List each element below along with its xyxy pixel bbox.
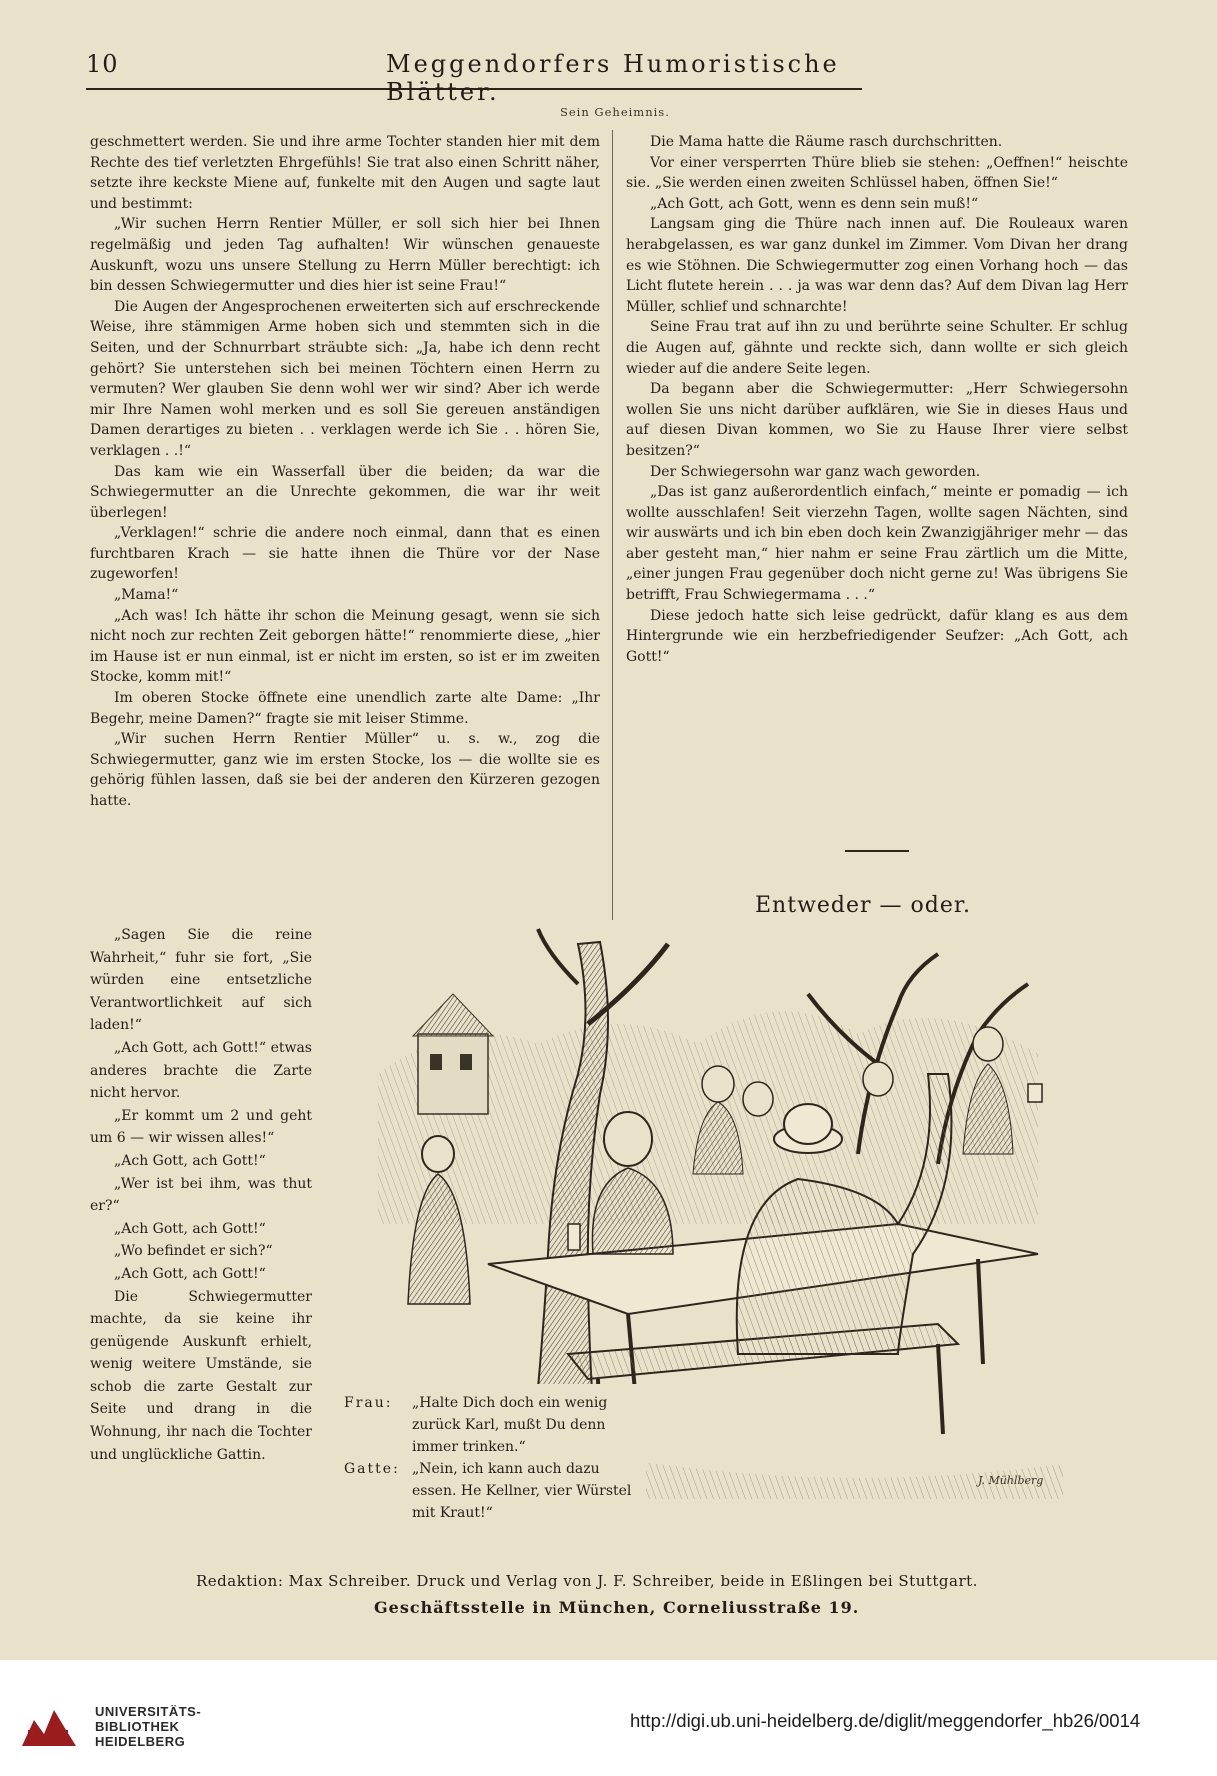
- paragraph: geschmettert werden. Sie und ihre arme Tochter standen hier mit dem Rechte des tief verletzten Ehrgefühls! Sie trat also einen Schritt näher, setzte ihre keckste Miene auf, funkelte mit den Augen und sagte laut und bestimmt:: [90, 134, 600, 212]
- paragraph: „Ach was! Ich hätte ihr schon die Meinung gesagt, wenn sie sich nicht noch zur rechten Zeit geborgen hätte!“ renommierte diese, „hier im Hause ist er nun einmal, ist er nicht im ersten, so ist er im zweiten Stocke, komm mit!“: [90, 607, 600, 686]
- paragraph: „Wir suchen Herrn Rentier Müller, er soll sich hier bei Ihnen regelmäßig und jeden Tag aufhalten! Wir wünschen genaueste Auskunft, wozu uns unsere Stellung zu Herrn Müller berechtigt: ich bin dessen Schwiegermutter und dies hier ist seine Frau!“: [90, 216, 600, 295]
- paragraph: Im oberen Stocke öffnete eine unendlich zarte alte Dame: „Ihr Begehr, meine Damen?“ fragte sie mit leiser Stimme.: [90, 690, 600, 727]
- paragraph: Da begann aber die Schwiegermutter: „Herr Schwiegersohn wollen Sie uns nicht darüber aufklären, wie Sie in dieses Haus und auf diesen Divan kommen, wo Sie zu Hause Ihrer viere selbst besitzen?“: [626, 381, 1128, 459]
- paragraph: „Mama!“: [114, 587, 179, 604]
- right-column: [626, 132, 1128, 667]
- caption-line-husband: [344, 1458, 640, 1524]
- page-header: [86, 50, 862, 106]
- paragraph: „Wo befindet er sich?“: [114, 1243, 273, 1260]
- library-name-line: UNIVERSITÄTS-: [95, 1704, 202, 1719]
- university-library-logo-icon[interactable]: [14, 1700, 84, 1754]
- left-column-narrow: [90, 924, 312, 1466]
- page-number: 10: [86, 50, 119, 78]
- beer-mug: [1028, 1084, 1042, 1102]
- paragraph: Die Mama hatte die Räume rasch durchschritten.: [650, 134, 1003, 150]
- paragraph: „Ach Gott, ach Gott, wenn es denn sein muß!“: [650, 195, 979, 212]
- paragraph: Der Schwiegersohn war ganz wach geworden.: [650, 463, 981, 480]
- paragraph: „Ach Gott, ach Gott!“: [114, 1220, 266, 1237]
- left-column: [90, 132, 600, 812]
- caption-text: „Nein, ich kann auch dazu essen. He Kellner, vier Würstel mit Kraut!“: [412, 1461, 632, 1521]
- paragraph: „Ach Gott, ach Gott!“ etwas anderes brachte die Zarte nicht hervor.: [90, 1039, 312, 1102]
- caption-line-wife: [344, 1392, 640, 1458]
- beer-glass: [568, 1224, 580, 1250]
- paragraph: Die Augen der Angesprochenen erweiterten sich auf erschreckende Weise, ihre stämmigen Arme hoben sich und stemmten sich in die Seiten, und der Schnurrbart sträubte sich: „Ja, habe ich denn recht gehört? Sie unterstehen sich bei meinen Töchtern einen Herrn zu vermuten? Wer glauben Sie denn wohl wer wir sind? Aber ich werde mir Ihre Namen wohl merken und es soll Sie gereuen anständigen Damen derartiges zu bieten . . verklagen werde ich Sie . . hören Sie, verklagen . .!“: [90, 298, 600, 459]
- library-name-line: HEIDELBERG: [95, 1734, 186, 1749]
- artist-signature: J. Mühlberg: [978, 1474, 1044, 1487]
- paragraph: Das kam wie ein Wasserfall über die beiden; da war die Schwiegermutter an die Unrechte gekommen, die war ihr weit überlegen!: [90, 463, 600, 521]
- paragraph: „Wer ist bei ihm, was thut er?“: [90, 1175, 312, 1215]
- paragraph: Diese jedoch hatte sich leise gedrückt, dafür klang es aus dem Hintergrunde wie ein herzbefriedigender Seufzer: „Ach Gott, ach Gott!“: [626, 607, 1128, 665]
- paragraph: Seine Frau trat auf ihn zu und berührte seine Schulter. Er schlug die Augen auf, gähnte und reckte sich, dann wollte er sich gleich wieder auf die andere Seite legen.: [626, 319, 1128, 377]
- caption-speaker: Frau:: [344, 1395, 393, 1411]
- column-divider: [612, 130, 613, 920]
- paragraph: Vor einer versperrten Thüre blieb sie stehen: „Oeffnen!“ heischte sie. „Sie werden einen zweiten Schlüssel haben, öffnen Sie!“: [626, 154, 1128, 192]
- story-title: Sein Geheimnis.: [560, 105, 670, 119]
- caption-speaker: Gatte:: [344, 1461, 400, 1477]
- office-address: Geschäftsstelle in München, Corneliusstraße 19.: [374, 1598, 860, 1617]
- caption-text: „Halte Dich doch ein wenig zurück Karl, mußt Du denn immer trinken.“: [412, 1395, 608, 1455]
- paragraph: „Sagen Sie die reine Wahrheit,“ fuhr sie fort, „Sie würden eine entsetzliche Verantwortlichkeit auf sich laden!“: [90, 927, 312, 1034]
- library-name: [95, 1704, 201, 1749]
- paragraph: Langsam ging die Thüre nach innen auf. Die Rouleaux waren herabgelassen, es war ganz dunkel im Zimmer. Vom Divan her drang es wie Stöhnen. Die Schwiegermutter zog einen Vorhang hoch — das Licht flutete herein . . . ja was war denn das? Auf dem Divan lag Herr Müller, schlief und schnarchte!: [626, 216, 1128, 315]
- paragraph: Die Schwiegermutter machte, da sie keine ihr genügende Auskunft erhielt, wenig weitere Umstände, sie schob die zarte Gestalt zur Seite und drang in die Wohnung, ihr nach die Tochter und unglückliche Gattin.: [90, 1288, 312, 1463]
- magazine-title: Meggendorfers Humoristische Blätter.: [386, 50, 840, 106]
- paragraph: „Ach Gott, ach Gott!“: [114, 1152, 266, 1169]
- library-name-line: BIBLIOTHEK: [95, 1719, 180, 1734]
- paragraph: „Er kommt um 2 und geht um 6 — wir wissen alles!“: [90, 1107, 312, 1147]
- imprint-line: Redaktion: Max Schreiber. Druck und Verlag von J. F. Schreiber, beide in Eßlingen bei Stuttgart.: [196, 1572, 978, 1590]
- paragraph: „Wir suchen Herrn Rentier Müller“ u. s. w., zog die Schwiegermutter, ganz wie im ersten Stocke, los — die wollte sie es gehörig fühlen lassen, daß sie bei der anderen den Kürzeren gezogen hatte.: [90, 731, 600, 809]
- paragraph: „Ach Gott, ach Gott!“: [114, 1265, 266, 1282]
- library-footer-bar: [0, 1660, 1217, 1776]
- source-url-link[interactable]: http://digi.ub.uni-heidelberg.de/diglit/meggendorfer_hb26/0014: [630, 1710, 1141, 1731]
- illustration-title: Entweder — oder.: [755, 893, 971, 918]
- illustration-caption: [338, 1384, 646, 1554]
- paragraph: „Verklagen!“ schrie die andere noch einmal, dann that es einen furchtbaren Krach — sie hatte ihnen die Thüre vor der Nase zugeworfen!: [90, 525, 600, 583]
- paragraph: „Das ist ganz außerordentlich einfach,“ meinte er pomadig — ich wollte ausschlafen! Seit vierzehn Tagen, wollte sagen Nächten, sind wir auswärts und ich bin eben doch kein Zwanzigjähriger mehr — das aber gesteht man,“ hier nahm er seine Frau zärtlich um die Mitte, „einer jungen Frau gegenüber doch nicht gerne zu! Was übrigens Sie betrifft, Frau Schwiegermama . . .“: [626, 484, 1128, 604]
- section-rule: [845, 850, 909, 852]
